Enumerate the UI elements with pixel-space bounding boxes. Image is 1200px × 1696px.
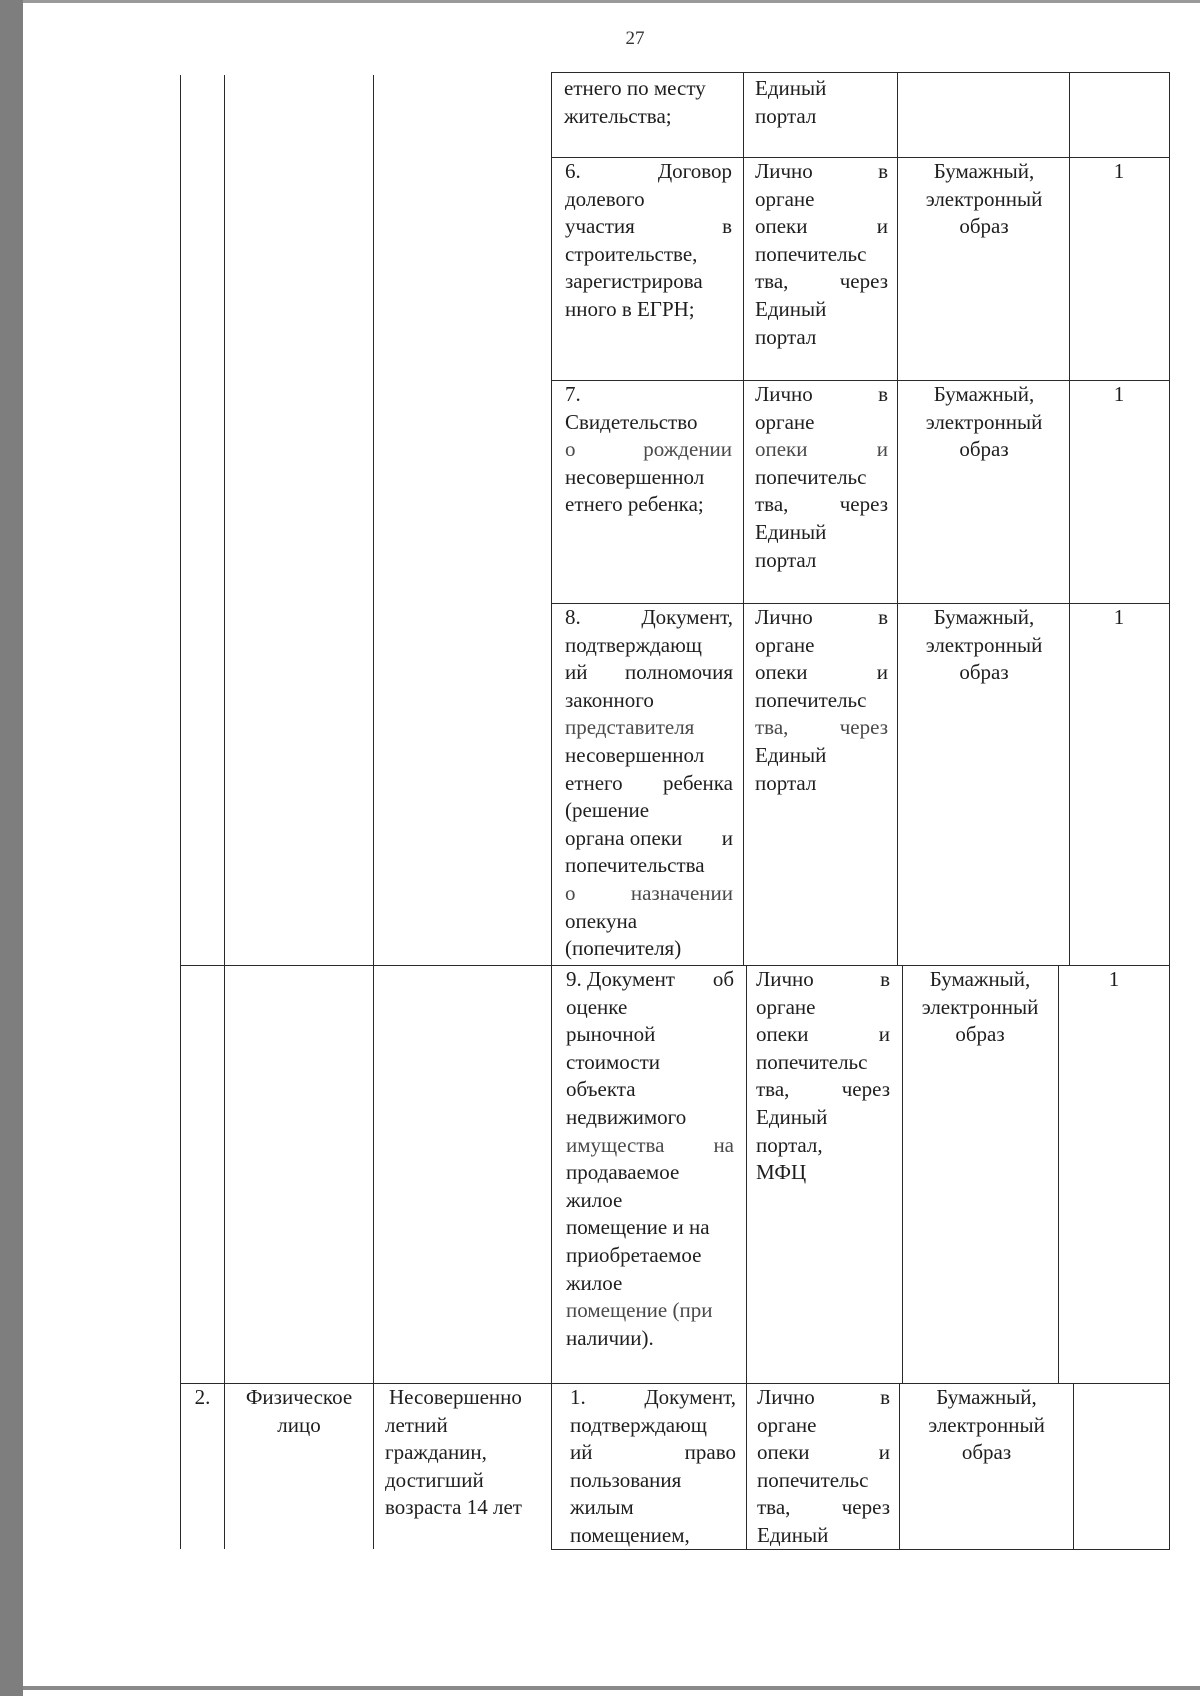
row7-method-cell	[755, 381, 888, 574]
text-line: портал	[755, 324, 817, 349]
text-line: подтверждающ	[565, 632, 702, 657]
text-line: подтверждающ	[570, 1412, 707, 1437]
text-line: органа опеки и	[565, 825, 733, 850]
text-line: Единый	[757, 1522, 829, 1547]
text-line: 6. Договор	[565, 159, 732, 183]
text-line: возраста 14 лет	[385, 1495, 522, 1520]
text-line: попечительс	[755, 687, 867, 712]
text-line: опекуна	[565, 908, 638, 933]
text-line: попечительс	[757, 1467, 869, 1492]
text-line: электронный	[928, 1412, 1045, 1437]
applicant-category-cell	[226, 1384, 372, 1439]
applicant-subcategory-cell	[385, 1384, 547, 1522]
text-line: имущества на	[566, 1132, 734, 1157]
text-line: образ	[959, 437, 1009, 462]
text-line: жилое	[566, 1270, 623, 1295]
text-line: жительства;	[564, 103, 672, 128]
text-line: электронный	[921, 994, 1039, 1019]
row7-format-cell	[900, 381, 1068, 464]
text-line: тва, через	[757, 1495, 890, 1520]
text-line: Бумажный,	[933, 159, 1035, 183]
row8-method-cell	[755, 604, 888, 797]
text-line: опеки и	[755, 214, 888, 239]
text-line: тва, через	[755, 492, 888, 517]
text-line: о назначении	[565, 880, 733, 905]
text-line: Бумажный,	[933, 382, 1035, 406]
text-line: помещение и на	[566, 1215, 710, 1240]
text-line: органе	[755, 186, 815, 211]
text-line: электронный	[925, 632, 1043, 657]
text-line: тва, через	[755, 715, 888, 740]
text-line: образ	[959, 214, 1009, 239]
row8-format-cell	[900, 604, 1068, 687]
text-line: Лично в	[757, 1385, 890, 1409]
text-line: ий право	[570, 1440, 736, 1465]
text-line: Бумажный,	[933, 605, 1035, 629]
row5-method-cell	[755, 75, 890, 130]
text-line: попечительс	[755, 241, 867, 266]
text-line: законного	[565, 687, 654, 712]
scan-edge-bottom	[23, 1686, 1200, 1690]
text-line: Единый	[755, 296, 827, 321]
text-line: недвижимого	[566, 1104, 687, 1129]
text-line: электронный	[925, 186, 1043, 211]
text-line: тва, через	[756, 1077, 890, 1102]
text-line: попечительс	[756, 1049, 868, 1074]
row6-method-cell	[755, 158, 888, 351]
row-number-cell: 2.	[194, 1385, 211, 1409]
text-line: долевого	[565, 186, 645, 211]
row8-document-cell	[565, 604, 733, 963]
text-line: портал	[755, 547, 817, 572]
text-line: продаваемое	[566, 1160, 680, 1185]
text-line: достигший	[385, 1467, 484, 1492]
row10-method-cell	[757, 1384, 890, 1550]
text-line: опеки и	[756, 1022, 890, 1047]
text-line: несовершеннол	[565, 464, 705, 489]
text-line: зарегистрирова	[565, 269, 703, 294]
text-line: портал,	[756, 1132, 823, 1157]
text-line: МФЦ	[756, 1160, 807, 1185]
row9-format-cell	[903, 966, 1057, 1049]
text-line: представителя	[565, 715, 695, 740]
text-line: опеки и	[755, 660, 888, 685]
text-line: помещением,	[570, 1522, 690, 1547]
row5-document-cell	[564, 75, 732, 130]
text-line: попечительс	[755, 464, 867, 489]
row6-document-cell	[565, 158, 732, 324]
text-line: оценке	[566, 994, 628, 1019]
text-line: Бумажный,	[936, 1385, 1037, 1409]
text-line: приобретаемое	[566, 1242, 702, 1267]
text-line: Единый	[755, 742, 827, 767]
row10-document-cell	[570, 1384, 736, 1550]
text-line: Единый	[755, 519, 827, 544]
text-line: тва, через	[755, 269, 888, 294]
text-line: гражданин,	[385, 1440, 487, 1465]
text-line: несовершеннол	[565, 742, 705, 767]
row9-count-cell: 1	[1108, 967, 1120, 991]
text-line: нного в ЕГРН;	[565, 296, 695, 321]
text-line: Физическое	[245, 1385, 353, 1409]
text-line: органе	[757, 1412, 817, 1437]
text-line: органе	[756, 994, 816, 1019]
text-line: Бумажный,	[929, 967, 1031, 991]
page-number: 27	[625, 28, 645, 49]
text-line: 1. Документ,	[570, 1385, 736, 1409]
text-line: летний	[385, 1412, 448, 1437]
text-line: Лично в	[755, 159, 888, 183]
scan-edge-top	[23, 0, 1200, 3]
row6-format-cell	[900, 158, 1068, 241]
text-line: лицо	[277, 1412, 321, 1437]
text-line: портал	[755, 770, 817, 795]
text-line: Свидетельство	[565, 409, 698, 434]
text-line: объекта	[566, 1077, 636, 1102]
row7-document-cell	[565, 381, 732, 519]
text-line: (решение	[565, 798, 650, 823]
text-line: Несовершенно	[389, 1385, 522, 1409]
text-line: помещение (при	[566, 1298, 713, 1323]
text-line: участия в	[565, 214, 732, 239]
text-line: ий полномочия	[565, 660, 733, 685]
text-line: органе	[755, 409, 815, 434]
text-line: жилое	[566, 1187, 623, 1212]
text-line: опеки и	[757, 1440, 890, 1465]
row7-count-cell: 1	[1113, 382, 1125, 406]
row9-document-cell	[566, 966, 734, 1352]
text-line: образ	[955, 1022, 1005, 1047]
row9-method-cell	[756, 966, 890, 1187]
text-line: Лично в	[755, 382, 888, 406]
text-line: 7.	[565, 382, 581, 406]
text-line: Единый	[755, 76, 827, 100]
text-line: электронный	[925, 409, 1043, 434]
text-line: строительстве,	[565, 241, 698, 266]
text-line: образ	[959, 660, 1009, 685]
text-line: жилым	[570, 1495, 634, 1520]
text-line: етнего ребенка	[565, 770, 733, 795]
text-line: о рождении	[565, 437, 732, 462]
text-line: образ	[961, 1440, 1012, 1465]
row6-count-cell: 1	[1113, 159, 1125, 183]
row10-format-cell	[901, 1384, 1072, 1467]
text-line: опеки и	[755, 437, 888, 462]
text-line: (попечителя)	[565, 936, 682, 961]
text-line: 8. Документ,	[565, 605, 733, 629]
text-line: портал	[755, 103, 817, 128]
text-line: стоимости	[566, 1049, 661, 1074]
text-line: Лично в	[755, 605, 888, 629]
scan-edge-left	[0, 0, 23, 1696]
text-line: етнего ребенка;	[565, 492, 704, 517]
text-line: попечительства	[565, 853, 705, 878]
row8-count-cell: 1	[1113, 605, 1125, 629]
text-line: пользования	[570, 1467, 682, 1492]
text-line: етнего по месту	[564, 76, 706, 100]
text-line: рыночной	[566, 1022, 656, 1047]
text-line: наличии).	[566, 1325, 654, 1350]
text-line: Лично в	[756, 967, 890, 991]
text-line: органе	[755, 632, 815, 657]
text-line: 9. Документ об	[566, 967, 734, 991]
text-line: Единый	[756, 1104, 828, 1129]
